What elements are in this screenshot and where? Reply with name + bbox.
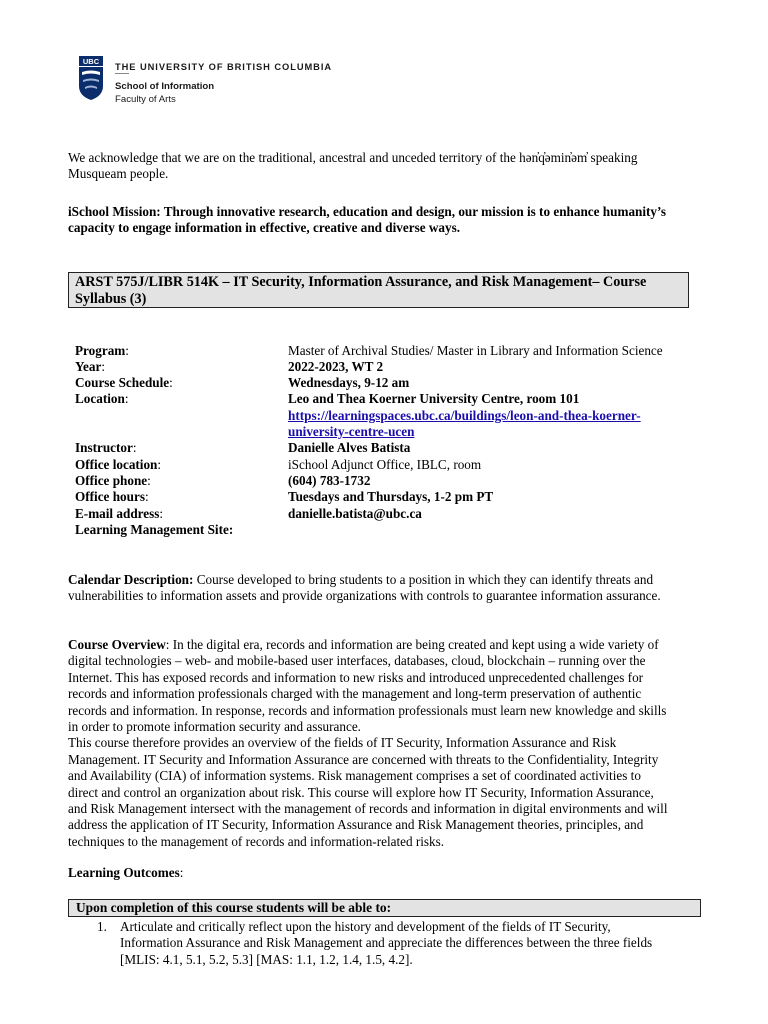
program-label: Program: bbox=[75, 343, 129, 358]
overview-line: in order to promote information security and assurance. bbox=[68, 719, 361, 735]
overview-label: Course Overview bbox=[68, 637, 166, 652]
calendar-label: Calendar Description: bbox=[68, 572, 194, 587]
location-link-line[interactable]: university-centre-ucen bbox=[288, 424, 415, 439]
office-hours-value: Tuesdays and Thursdays, 1-2 pm PT bbox=[288, 489, 494, 504]
mission-line: capacity to engage information in effective, creative and diverse ways. bbox=[68, 220, 460, 236]
instructor-label: Instructor: bbox=[75, 440, 137, 455]
course-title-line: ARST 575J/LIBR 514K – IT Security, Information Assurance, and Risk Management– Course bbox=[75, 274, 647, 290]
outcomes-label: Learning Outcomes bbox=[68, 865, 180, 880]
course-overview bbox=[68, 637, 708, 850]
faculty-name: Faculty of Arts bbox=[115, 94, 176, 105]
year-value: 2022-2023, WT 2 bbox=[288, 359, 384, 374]
overview-line: Internet. This has exposed records and information to new risks and introduced unprecedented challenges for bbox=[68, 669, 644, 685]
calendar-text: Course developed to bring students to a position in which they can identify threats and bbox=[193, 572, 654, 587]
overview-line: and Risk Management intersect with the management of records and information in digital environments and will bbox=[68, 801, 668, 817]
mission-line: iSchool Mission: Through innovative research, education and design, our mission is to enhance humanity’s bbox=[68, 204, 667, 219]
logo-divider bbox=[115, 73, 129, 74]
overview-line: Management. IT Security and Information Assurance are concerned with threats to the Confidentiality, Integrity bbox=[68, 751, 659, 767]
calendar-description bbox=[68, 572, 708, 605]
office-hours-label: Office hours: bbox=[75, 489, 149, 504]
email-value[interactable]: danielle.batista@ubc.ca bbox=[288, 506, 422, 521]
outcomes-header-text: Upon completion of this course students will be able to: bbox=[76, 900, 392, 915]
outcome-line: [MLIS: 4.1, 5.1, 5.2, 5.3] [MAS: 1.1, 1.2, 1.4, 1.5, 4.2]. bbox=[120, 951, 413, 967]
outcomes-colon: : bbox=[179, 865, 184, 880]
overview-line: techniques to the management of records and information-related risks. bbox=[68, 833, 445, 849]
acknowledgement-line: We acknowledge that we are on the traditional, ancestral and unceded territory of the hən̓q̓əmin̓əm̓ speaking bbox=[68, 150, 638, 165]
ubc-crest-icon bbox=[79, 56, 103, 100]
lms-label: Learning Management Site: bbox=[75, 522, 234, 537]
calendar-text: vulnerabilities to information assets and provide organizations with controls to guarantee information assurance. bbox=[68, 588, 661, 604]
overview-line: and Availability (CIA) of information systems. Risk management comprises a set of coordinated activities to bbox=[68, 768, 641, 784]
schedule-label: Course Schedule: bbox=[75, 375, 173, 390]
outcomes-header-box bbox=[68, 899, 701, 917]
outcome-item bbox=[120, 919, 710, 968]
overview-line: address the application of IT Security, Information Assurance and Risk Management theories, principles, and bbox=[68, 817, 644, 833]
svg-text:UBC: UBC bbox=[82, 57, 100, 66]
office-phone-value: (604) 783-1732 bbox=[288, 473, 371, 488]
outcome-line: Information Assurance and Risk Management and appreciate the differences between the three fields bbox=[120, 935, 653, 951]
land-acknowledgement bbox=[68, 150, 708, 183]
ubc-logo bbox=[79, 56, 341, 106]
location-link[interactable] bbox=[288, 408, 641, 424]
ischool-mission bbox=[68, 204, 708, 237]
acknowledgement-line: Musqueam people. bbox=[68, 166, 169, 182]
university-name: THE UNIVERSITY OF BRITISH COLUMBIA bbox=[115, 62, 333, 72]
office-location-value: iSchool Adjunct Office, IBLC, room bbox=[288, 457, 482, 472]
location-link-line[interactable]: https://learningspaces.ubc.ca/buildings/leon-and-thea-koerner- bbox=[288, 408, 641, 423]
overview-line: direct and control an organization about risk. This course will explore how IT Security, Information Assurance, bbox=[68, 784, 654, 800]
overview-line: This course therefore provides an overview of the fields of IT Security, Information Assurance and Risk bbox=[68, 735, 617, 751]
location-label: Location: bbox=[75, 391, 129, 406]
overview-line: : In the digital era, records and information are being created and kept using a wide variety of bbox=[165, 637, 659, 652]
office-phone-label: Office phone: bbox=[75, 473, 151, 488]
overview-line: records and information. In response, records and information professionals must learn new knowledge and skills bbox=[68, 702, 667, 718]
location-value: Leo and Thea Koerner University Centre, room 101 bbox=[288, 391, 580, 406]
location-link-continued[interactable] bbox=[288, 424, 414, 440]
outcome-number: 1. bbox=[97, 919, 107, 934]
outcome-line: Articulate and critically reflect upon the history and development of the fields of IT Security, bbox=[120, 919, 611, 934]
overview-line: records and information professionals charged with the management and long-term preservation of authentic bbox=[68, 686, 642, 702]
instructor-value: Danielle Alves Batista bbox=[288, 440, 411, 455]
office-location-label: Office location: bbox=[75, 457, 162, 472]
overview-line: digital technologies – web- and mobile-based user interfaces, databases, cloud, blockchain – running over the bbox=[68, 653, 646, 669]
course-title-line: Syllabus (3) bbox=[75, 290, 147, 307]
schedule-value: Wednesdays, 9-12 am bbox=[288, 375, 410, 390]
year-label: Year: bbox=[75, 359, 106, 374]
email-label: E-mail address: bbox=[75, 506, 164, 521]
program-value: Master of Archival Studies/ Master in Library and Information Science bbox=[288, 343, 663, 358]
course-title-box bbox=[68, 272, 689, 308]
school-name: School of Information bbox=[115, 81, 215, 92]
learning-outcomes-heading bbox=[68, 865, 708, 881]
